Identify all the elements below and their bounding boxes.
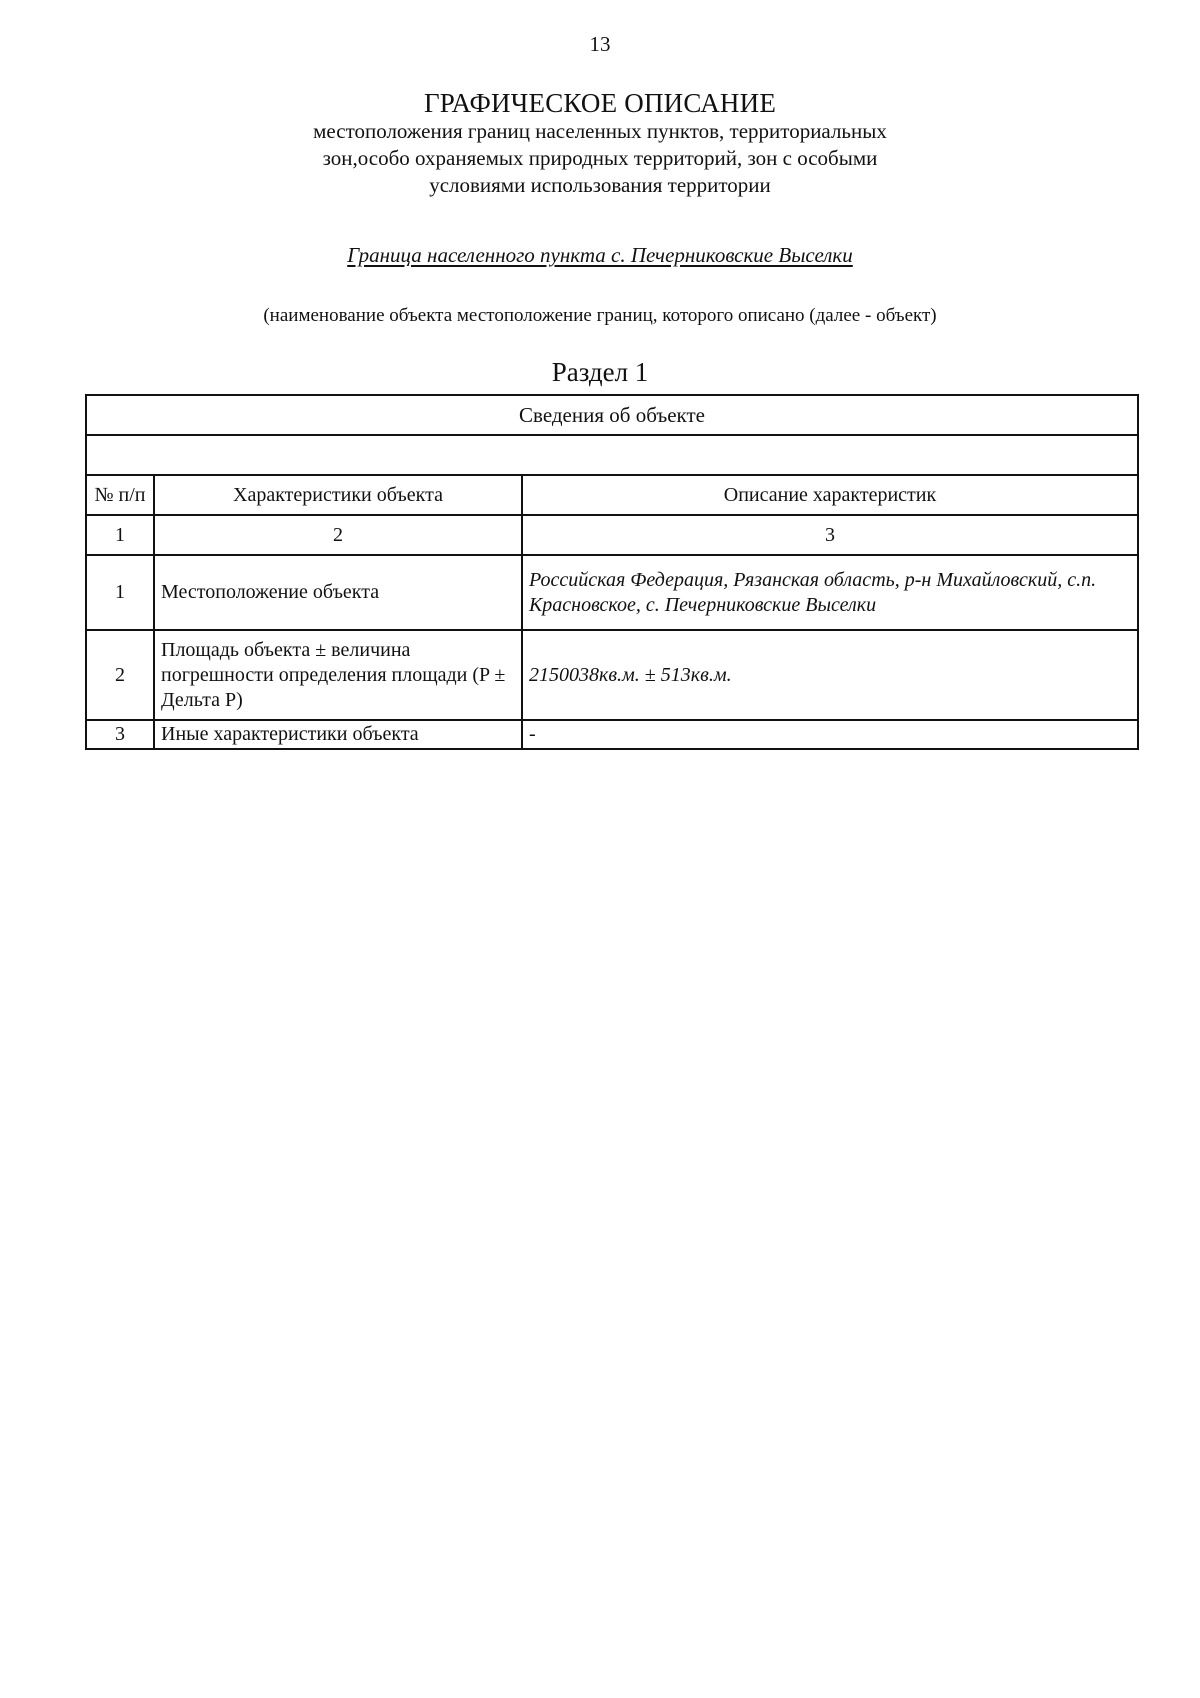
- subtitle-line: местоположения границ населенных пунктов, территориальных: [313, 119, 887, 143]
- document-subtitle: [0, 118, 1200, 199]
- table-header-row: [86, 475, 1138, 515]
- table-row: [86, 555, 1138, 630]
- object-info-table: [85, 394, 1139, 750]
- object-name: [0, 243, 1200, 268]
- table-caption: Сведения об объекте: [86, 395, 1138, 435]
- table-row: [86, 720, 1138, 749]
- object-name-text: Граница населенного пункта с. Печерниковские Выселки: [347, 243, 853, 267]
- index-cell: 2: [154, 515, 522, 555]
- section-heading: Раздел 1: [551, 357, 649, 387]
- row-characteristic: Иные характеристики объекта: [154, 720, 522, 749]
- header-num: № п/п: [86, 475, 154, 515]
- row-characteristic: Площадь объекта ± величина погрешности определения площади (P ± Дельта P): [154, 630, 522, 720]
- subtitle-line: условиями использования территории: [429, 173, 771, 197]
- row-description: 2150038кв.м. ± 513кв.м.: [522, 630, 1138, 720]
- row-characteristic: Местоположение объекта: [154, 555, 522, 630]
- row-description: Российская Федерация, Рязанская область, р-н Михайловский, с.п. Красновское, с. Печерниковские Выселки: [522, 555, 1138, 630]
- page-number: 13: [589, 32, 611, 56]
- table-index-row: [86, 515, 1138, 555]
- row-description: -: [522, 720, 1138, 749]
- blank-cell: [86, 435, 1138, 475]
- row-number: 1: [86, 555, 154, 630]
- table-caption-row: [86, 395, 1138, 435]
- row-number: 2: [86, 630, 154, 720]
- document-title: ГРАФИЧЕСКОЕ ОПИСАНИЕ: [423, 88, 777, 118]
- header-description: Описание характеристик: [522, 475, 1138, 515]
- header-characteristic: Характеристики объекта: [154, 475, 522, 515]
- index-cell: 3: [522, 515, 1138, 555]
- table-blank-row: [86, 435, 1138, 475]
- object-name-caption: (наименование объекта местоположение границ, которого описано (далее - объект): [263, 305, 937, 326]
- table-row: [86, 630, 1138, 720]
- subtitle-line: зон,особо охраняемых природных территорий, зон с особыми: [322, 146, 878, 170]
- row-number: 3: [86, 720, 154, 749]
- index-cell: 1: [86, 515, 154, 555]
